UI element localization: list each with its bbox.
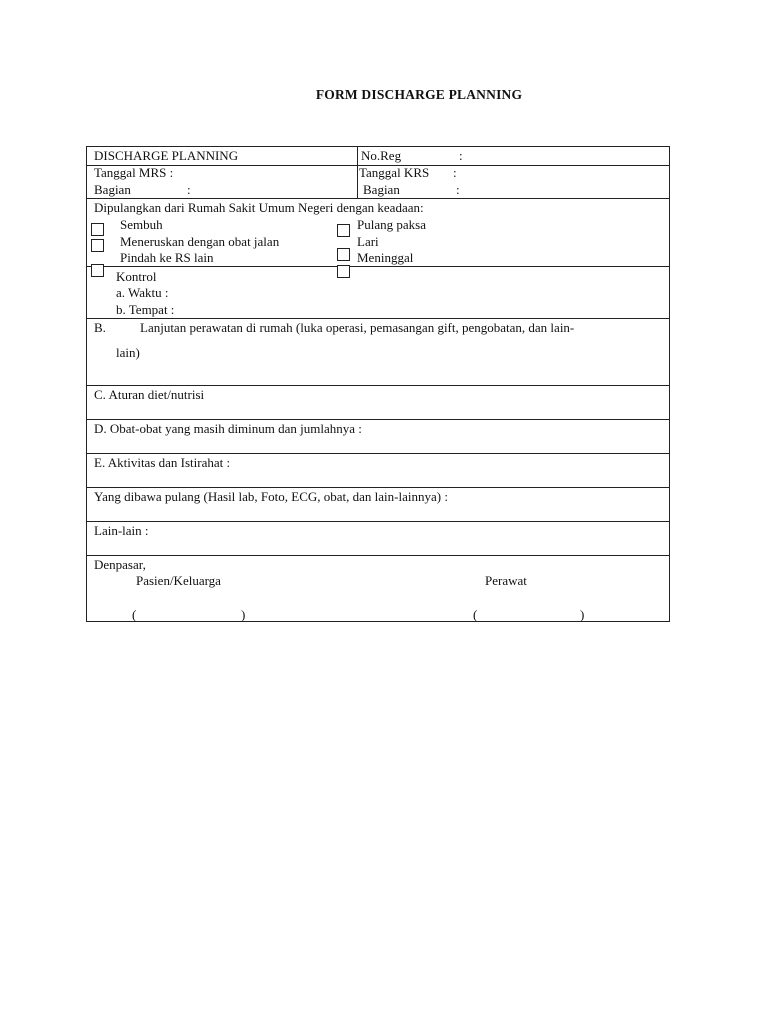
signature-perawat-label: Perawat: [485, 573, 527, 588]
checkbox-pulang-paksa[interactable]: [337, 224, 350, 237]
dibawa-pulang-label: Yang dibawa pulang (Hasil lab, Foto, ECG, obat, dan lain-lainnya) :: [94, 489, 448, 504]
checkbox-lari[interactable]: [337, 248, 350, 261]
kontrol-label: Kontrol: [116, 269, 157, 284]
discharge-planning-label: DISCHARGE PLANNING: [94, 148, 239, 163]
checkbox-kontrol[interactable]: [91, 264, 104, 277]
option-meninggal: Meninggal: [357, 250, 414, 265]
bagian-right-colon: :: [456, 182, 460, 197]
signature-perawat-close: ): [580, 607, 585, 622]
bagian-left-label: Bagian: [94, 182, 131, 197]
no-reg-label: No.Reg: [361, 148, 402, 163]
header-column-divider: [357, 147, 358, 198]
row-divider: [87, 385, 669, 386]
signature-pasien-label: Pasien/Keluarga: [136, 573, 221, 588]
section-b-line2: lain): [116, 345, 140, 360]
kontrol-tempat: b. Tempat :: [116, 302, 175, 317]
row-divider: [87, 419, 669, 420]
row-divider: [87, 487, 669, 488]
row-divider: [87, 555, 669, 556]
row-divider: [87, 318, 669, 319]
checkbox-meninggal[interactable]: [337, 265, 350, 278]
section-e-label: E. Aktivitas dan Istirahat :: [94, 455, 231, 470]
section-d-label: D. Obat-obat yang masih diminum dan jumlahnya :: [94, 421, 362, 436]
bagian-right-label: Bagian: [363, 182, 400, 197]
row-divider: [87, 453, 669, 454]
row-divider: [87, 521, 669, 522]
option-sembuh: Sembuh: [120, 217, 163, 232]
tanggal-krs-colon: :: [453, 165, 457, 180]
section-b-letter: B.: [94, 320, 106, 335]
row-divider: [87, 198, 669, 199]
form-title: FORM DISCHARGE PLANNING: [315, 87, 523, 102]
discharge-form-table: [86, 146, 670, 622]
row-divider: [87, 266, 669, 267]
signature-pasien-open: (: [132, 607, 137, 622]
option-pulang-paksa: Pulang paksa: [357, 217, 426, 232]
section-b-line1: Lanjutan perawatan di rumah (luka operasi, pemasangan gift, pengobatan, dan lain-: [140, 320, 575, 335]
kontrol-waktu: a. Waktu :: [116, 285, 169, 300]
signature-pasien-close: ): [241, 607, 246, 622]
no-reg-colon: :: [459, 148, 463, 163]
option-lari: Lari: [357, 234, 379, 249]
section-c-label: C. Aturan diet/nutrisi: [94, 387, 205, 402]
lain-lain-label: Lain-lain :: [94, 523, 149, 538]
checkbox-sembuh[interactable]: [91, 223, 104, 236]
signature-perawat-open: (: [473, 607, 478, 622]
bagian-left-colon: :: [187, 182, 191, 197]
signature-place: Denpasar,: [94, 557, 146, 572]
discharge-condition-intro: Dipulangkan dari Rumah Sakit Umum Negeri dengan keadaan:: [94, 200, 424, 215]
tanggal-mrs-label: Tanggal MRS :: [94, 165, 174, 180]
option-meneruskan: Meneruskan dengan obat jalan: [120, 234, 280, 249]
option-pindah: Pindah ke RS lain: [120, 250, 214, 265]
checkbox-meneruskan[interactable]: [91, 239, 104, 252]
tanggal-krs-label: Tanggal KRS: [359, 165, 430, 180]
